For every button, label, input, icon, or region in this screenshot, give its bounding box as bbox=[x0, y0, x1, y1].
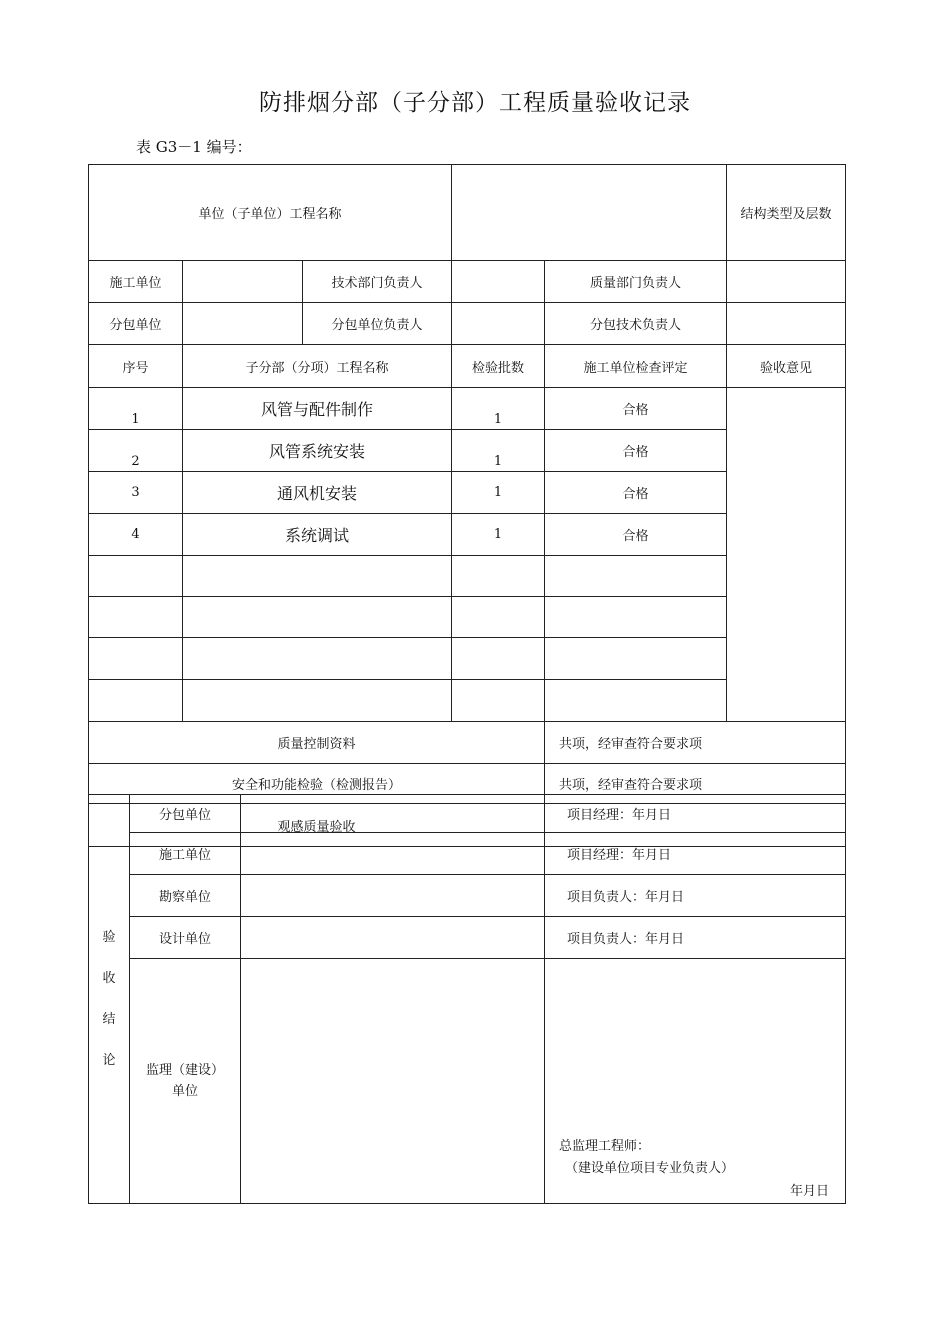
design-unit-signature: 项目负责人：年月日 bbox=[545, 917, 846, 959]
subcontract-tech-label: 分包技术负责人 bbox=[545, 303, 727, 345]
construction-unit-label: 施工单位 bbox=[89, 261, 183, 303]
summary-row bbox=[89, 722, 846, 764]
safety-function-label: 安全和功能检验（检测报告） bbox=[89, 764, 545, 804]
subcontract-unit-signature: 项目经理：年月日 bbox=[545, 795, 846, 833]
acceptance-conclusion-label: 验 收 结 论 bbox=[89, 795, 130, 1204]
subcontract-head-label: 分包单位负责人 bbox=[303, 303, 452, 345]
owner-representative-label: （建设单位项目专业负责人） bbox=[565, 1161, 735, 1176]
supervision-signature-block bbox=[545, 959, 846, 1204]
quality-dept-label: 质量部门负责人 bbox=[545, 261, 727, 303]
subcontract-unit-opinion[interactable] bbox=[241, 795, 545, 833]
item-no: 1 bbox=[89, 388, 183, 430]
item-name: 风管与配件制作 bbox=[183, 388, 452, 430]
construction-unit-value[interactable] bbox=[183, 261, 303, 303]
col-batches-header: 检验批数 bbox=[452, 345, 545, 388]
item-name: 风管系统安装 bbox=[183, 430, 452, 472]
item-no: 4 bbox=[89, 514, 183, 556]
acceptance-conclusion-table bbox=[88, 794, 846, 1204]
item-no: 3 bbox=[89, 472, 183, 514]
unit-name-value[interactable] bbox=[452, 165, 727, 261]
construction-unit-signature: 项目经理：年月日 bbox=[545, 833, 846, 875]
col-no-header: 序号 bbox=[89, 345, 183, 388]
item-no: 2 bbox=[89, 430, 183, 472]
item-batches: 1 bbox=[452, 430, 545, 472]
quality-dept-value[interactable] bbox=[727, 261, 846, 303]
safety-function-value[interactable]: 共项，经审查符合要求项 bbox=[545, 764, 846, 804]
quality-record-table bbox=[88, 164, 846, 847]
construction-unit-row-label: 施工单位 bbox=[130, 833, 241, 875]
subcontract-head-value[interactable] bbox=[452, 303, 545, 345]
subcontract-tech-value[interactable] bbox=[727, 303, 846, 345]
appearance-quality-label: 观感质量验收 bbox=[89, 804, 545, 847]
subcontract-unit-value[interactable] bbox=[183, 303, 303, 345]
item-name: 通风机安装 bbox=[183, 472, 452, 514]
survey-unit-signature: 项目负责人：年月日 bbox=[545, 875, 846, 917]
design-unit-opinion[interactable] bbox=[241, 917, 545, 959]
supervision-unit-opinion[interactable] bbox=[241, 959, 545, 1204]
item-name: 系统调试 bbox=[183, 514, 452, 556]
survey-unit-row-label: 勘察单位 bbox=[130, 875, 241, 917]
quality-control-value[interactable]: 共项，经审查符合要求项 bbox=[545, 722, 846, 764]
table-row bbox=[89, 388, 846, 430]
survey-unit-opinion[interactable] bbox=[241, 875, 545, 917]
chief-engineer-label: 总监理工程师： bbox=[559, 1139, 651, 1154]
page-title: 防排烟分部（子分部）工程质量验收记录 bbox=[259, 90, 691, 116]
item-assessment: 合格 bbox=[545, 472, 727, 514]
item-assessment: 合格 bbox=[545, 430, 727, 472]
tech-dept-value[interactable] bbox=[452, 261, 545, 303]
supervision-unit-label: 监理（建设） 单位 bbox=[130, 959, 241, 1204]
form-number: 表 G3－1 编号： bbox=[136, 138, 252, 156]
item-assessment: 合格 bbox=[545, 388, 727, 430]
tech-dept-label: 技术部门负责人 bbox=[303, 261, 452, 303]
col-assessment-header: 施工单位检查评定 bbox=[545, 345, 727, 388]
subcontract-unit-row-label: 分包单位 bbox=[130, 795, 241, 833]
structure-label: 结构类型及层数 bbox=[727, 165, 846, 261]
item-batches: 1 bbox=[452, 472, 545, 514]
unit-name-label: 单位（子单位）工程名称 bbox=[89, 165, 452, 261]
acceptance-opinion-cell[interactable] bbox=[727, 388, 846, 722]
col-name-header: 子分部（分项）工程名称 bbox=[183, 345, 452, 388]
design-unit-row-label: 设计单位 bbox=[130, 917, 241, 959]
col-opinion-header: 验收意见 bbox=[727, 345, 846, 388]
quality-control-label: 质量控制资料 bbox=[89, 722, 545, 764]
item-batches: 1 bbox=[452, 388, 545, 430]
item-batches: 1 bbox=[452, 514, 545, 556]
signature-date: 年月日 bbox=[789, 1184, 829, 1199]
construction-unit-opinion[interactable] bbox=[241, 833, 545, 875]
subcontract-unit-label: 分包单位 bbox=[89, 303, 183, 345]
item-assessment: 合格 bbox=[545, 514, 727, 556]
